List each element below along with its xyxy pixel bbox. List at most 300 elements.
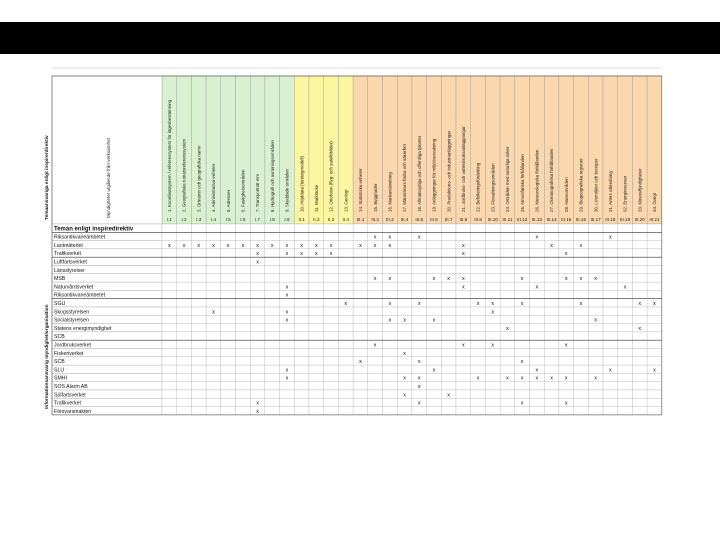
grid-cell bbox=[559, 307, 574, 315]
grid-cell bbox=[574, 340, 589, 348]
mark-x: x bbox=[476, 375, 480, 382]
grid-cell bbox=[530, 382, 545, 390]
mark-x: x bbox=[197, 242, 201, 249]
grid-cell bbox=[574, 290, 589, 298]
grid-cell bbox=[441, 332, 456, 340]
mark-x: x bbox=[564, 375, 568, 382]
mark-x: x bbox=[388, 317, 392, 324]
column-code: II.2 bbox=[313, 217, 320, 222]
mark-x: x bbox=[432, 317, 436, 324]
mark-x: x bbox=[270, 242, 274, 249]
grid-cell bbox=[618, 357, 633, 365]
grid-cell bbox=[265, 232, 280, 240]
grid-cell bbox=[221, 407, 236, 415]
grid-cell bbox=[632, 357, 647, 365]
grid-cell bbox=[162, 266, 177, 274]
grid-cell bbox=[177, 257, 192, 265]
grid-cell bbox=[236, 249, 251, 257]
grid-cell bbox=[338, 266, 353, 274]
mark-x: x bbox=[403, 350, 406, 357]
grid-cell bbox=[471, 357, 486, 365]
column-label: 33. Mineralfyndigheter bbox=[637, 168, 643, 212]
grid-cell bbox=[530, 299, 545, 307]
grid-cell bbox=[338, 382, 353, 390]
grid-cell bbox=[250, 382, 265, 390]
grid-cell bbox=[471, 340, 486, 348]
grid-cell bbox=[632, 382, 647, 390]
column-label: 17. Människors hälsa och säkerhet bbox=[402, 144, 408, 212]
grid-cell bbox=[338, 307, 353, 315]
row-label: Naturvårdsverket bbox=[54, 284, 94, 291]
grid-cell bbox=[500, 390, 515, 398]
grid-cell bbox=[647, 407, 662, 415]
grid-cell bbox=[544, 299, 559, 307]
grid-cell bbox=[191, 274, 206, 282]
grid-cell bbox=[559, 324, 574, 332]
grid-cell bbox=[191, 307, 206, 315]
column-label: 7. Transportnät mm bbox=[255, 173, 261, 212]
grid-cell bbox=[309, 373, 324, 381]
grid-cell bbox=[412, 390, 427, 398]
grid-cell bbox=[280, 324, 295, 332]
column-code: III.19 bbox=[619, 217, 631, 222]
mark-x: x bbox=[461, 251, 465, 258]
grid-cell bbox=[647, 398, 662, 406]
mark-x: x bbox=[491, 301, 495, 307]
grid-cell bbox=[162, 349, 177, 357]
grid-cell bbox=[647, 324, 662, 332]
grid-cell bbox=[544, 282, 559, 290]
grid-cell bbox=[485, 407, 500, 415]
grid-cell bbox=[471, 332, 486, 340]
row-label: Skogsstyrelsen bbox=[54, 309, 90, 316]
grid-cell bbox=[265, 398, 280, 406]
grid-cell bbox=[353, 324, 368, 332]
grid-cell bbox=[397, 282, 412, 290]
grid-cell bbox=[309, 257, 324, 265]
grid-cell bbox=[500, 349, 515, 357]
grid-cell bbox=[647, 257, 662, 265]
grid-cell bbox=[265, 274, 280, 282]
grid-cell bbox=[191, 349, 206, 357]
grid-cell bbox=[559, 241, 574, 249]
grid-cell bbox=[383, 282, 398, 290]
grid-cell bbox=[221, 373, 236, 381]
column-code: III.21 bbox=[649, 217, 660, 222]
grid-cell bbox=[456, 357, 471, 365]
grid-cell bbox=[383, 307, 398, 315]
grid-cell bbox=[603, 357, 618, 365]
grid-cell bbox=[265, 224, 280, 232]
grid-cell bbox=[162, 373, 177, 381]
row-header-title: Myndigheter utgående från verksamhet bbox=[106, 138, 111, 218]
grid-cell bbox=[471, 274, 486, 282]
grid-cell bbox=[324, 407, 339, 415]
grid-cell bbox=[162, 282, 177, 290]
grid-cell bbox=[294, 232, 309, 240]
grid-cell bbox=[397, 232, 412, 240]
column-code: III.6 bbox=[430, 217, 438, 222]
mark-x: x bbox=[241, 242, 245, 249]
column-label: 21. Jordbruks- och vattenbruksanläggningar bbox=[460, 126, 466, 212]
mark-x: x bbox=[212, 242, 215, 249]
column-label: 5. Adresser bbox=[225, 189, 231, 212]
grid-cell bbox=[250, 315, 265, 323]
grid-cell bbox=[500, 232, 515, 240]
grid-cell bbox=[471, 382, 486, 390]
grid-cell bbox=[603, 315, 618, 323]
grid-cell bbox=[383, 257, 398, 265]
grid-cell bbox=[412, 282, 427, 290]
row-label: Socialstyrelsen bbox=[54, 317, 89, 324]
grid-cell bbox=[559, 257, 574, 265]
grid-cell bbox=[221, 324, 236, 332]
grid-cell bbox=[515, 290, 530, 298]
row-label: SLU bbox=[54, 367, 65, 374]
mark-x: x bbox=[491, 342, 495, 349]
grid-cell bbox=[162, 290, 177, 298]
grid-cell bbox=[294, 290, 309, 298]
grid-cell bbox=[265, 266, 280, 274]
grid-cell bbox=[647, 349, 662, 357]
grid-cell bbox=[206, 282, 221, 290]
grid-cell bbox=[515, 307, 530, 315]
grid-cell bbox=[368, 249, 383, 257]
grid-cell bbox=[412, 407, 427, 415]
column-code: III.2 bbox=[371, 217, 379, 222]
column-label: 22. Befolkningsfördelning bbox=[475, 162, 481, 212]
grid-cell bbox=[632, 407, 647, 415]
grid-cell bbox=[353, 373, 368, 381]
mark-x: x bbox=[594, 317, 598, 324]
grid-cell bbox=[456, 307, 471, 315]
grid-cell bbox=[309, 340, 324, 348]
grid-cell bbox=[412, 274, 427, 282]
grid-cell bbox=[618, 390, 633, 398]
grid-cell bbox=[559, 266, 574, 274]
grid-cell bbox=[427, 390, 442, 398]
mark-x: x bbox=[373, 276, 377, 283]
mark-x: x bbox=[403, 317, 406, 324]
grid-cell bbox=[500, 307, 515, 315]
mark-x: x bbox=[417, 359, 421, 366]
grid-cell bbox=[250, 224, 265, 232]
grid-cell bbox=[456, 390, 471, 398]
grid-cell bbox=[280, 224, 295, 232]
grid-cell bbox=[485, 224, 500, 232]
grid-cell bbox=[383, 365, 398, 373]
grid-cell bbox=[559, 232, 574, 240]
row-name-cell bbox=[52, 274, 162, 282]
mark-x: x bbox=[285, 367, 289, 374]
grid-cell bbox=[324, 382, 339, 390]
column-code: III.14 bbox=[546, 217, 557, 222]
grid-cell bbox=[236, 232, 251, 240]
grid-cell bbox=[588, 382, 603, 390]
mark-x: x bbox=[417, 301, 421, 307]
grid-cell bbox=[647, 357, 662, 365]
grid-cell bbox=[530, 290, 545, 298]
grid-cell bbox=[544, 390, 559, 398]
mark-x: x bbox=[564, 276, 568, 283]
grid-cell bbox=[177, 365, 192, 373]
grid-cell bbox=[368, 282, 383, 290]
grid-cell bbox=[294, 398, 309, 406]
grid-cell bbox=[441, 224, 456, 232]
grid-cell bbox=[559, 407, 574, 415]
grid-cell bbox=[177, 407, 192, 415]
grid-cell bbox=[309, 315, 324, 323]
grid-cell bbox=[485, 266, 500, 274]
mark-x: x bbox=[256, 259, 259, 266]
grid-cell bbox=[397, 266, 412, 274]
mark-x: x bbox=[461, 242, 465, 249]
grid-cell bbox=[250, 266, 265, 274]
grid-cell bbox=[471, 390, 486, 398]
grid-cell bbox=[427, 340, 442, 348]
grid-cell bbox=[294, 357, 309, 365]
grid-cell bbox=[412, 324, 427, 332]
grid-cell bbox=[412, 249, 427, 257]
grid-cell bbox=[574, 373, 589, 381]
grid-cell bbox=[500, 249, 515, 257]
column-code: III.4 bbox=[400, 217, 409, 222]
grid-cell bbox=[236, 382, 251, 390]
grid-cell bbox=[632, 349, 647, 357]
row-label: SCB bbox=[54, 334, 65, 341]
grid-cell bbox=[250, 274, 265, 282]
grid-cell bbox=[383, 373, 398, 381]
grid-cell bbox=[324, 357, 339, 365]
grid-cell bbox=[162, 249, 177, 257]
column-code: III.10 bbox=[487, 217, 498, 222]
grid-cell bbox=[309, 282, 324, 290]
grid-cell bbox=[397, 332, 412, 340]
grid-cell bbox=[250, 349, 265, 357]
grid-cell bbox=[265, 307, 280, 315]
grid-cell bbox=[471, 365, 486, 373]
grid-cell bbox=[294, 332, 309, 340]
row-label: Riksantikvarieämbetet bbox=[54, 292, 106, 299]
column-label: 23. Förvaltningsområden bbox=[490, 163, 496, 212]
grid-cell bbox=[515, 315, 530, 323]
grid-cell bbox=[162, 332, 177, 340]
grid-cell bbox=[206, 407, 221, 415]
grid-cell bbox=[324, 315, 339, 323]
grid-cell bbox=[177, 249, 192, 257]
grid-cell bbox=[618, 373, 633, 381]
grid-cell bbox=[206, 274, 221, 282]
grid-cell bbox=[588, 307, 603, 315]
grid-cell bbox=[427, 241, 442, 249]
grid-cell bbox=[603, 349, 618, 357]
grid-cell bbox=[324, 340, 339, 348]
grid-cell bbox=[530, 332, 545, 340]
grid-cell bbox=[177, 315, 192, 323]
grid-cell bbox=[559, 349, 574, 357]
grid-cell bbox=[441, 266, 456, 274]
grid-cell bbox=[427, 257, 442, 265]
column-code: III.8 bbox=[459, 217, 468, 222]
grid-cell bbox=[353, 307, 368, 315]
grid-cell bbox=[338, 224, 353, 232]
mark-x: x bbox=[359, 242, 362, 249]
mark-x: x bbox=[373, 242, 377, 249]
mark-x: x bbox=[417, 384, 421, 390]
grid-cell bbox=[647, 224, 662, 232]
grid-cell bbox=[338, 282, 353, 290]
grid-cell bbox=[485, 324, 500, 332]
grid-cell bbox=[441, 357, 456, 365]
mark-x: x bbox=[535, 375, 539, 382]
row-label: SOS Alarm AB bbox=[54, 384, 88, 390]
grid-cell bbox=[324, 398, 339, 406]
grid-cell bbox=[456, 266, 471, 274]
grid-cell bbox=[368, 407, 383, 415]
grid-cell bbox=[618, 349, 633, 357]
grid-cell bbox=[618, 266, 633, 274]
grid-cell bbox=[603, 266, 618, 274]
column-label: 16. Markanvändning bbox=[387, 172, 393, 212]
grid-cell bbox=[368, 357, 383, 365]
grid-cell bbox=[265, 365, 280, 373]
grid-cell bbox=[544, 274, 559, 282]
grid-cell bbox=[530, 390, 545, 398]
grid-cell bbox=[294, 274, 309, 282]
grid-cell bbox=[618, 407, 633, 415]
grid-cell bbox=[397, 257, 412, 265]
grid-cell bbox=[500, 274, 515, 282]
column-label: 9. Skyddade områden bbox=[284, 169, 290, 212]
grid-cell bbox=[221, 340, 236, 348]
grid-cell bbox=[309, 357, 324, 365]
grid-cell bbox=[632, 282, 647, 290]
grid-cell bbox=[574, 257, 589, 265]
grid-cell bbox=[280, 398, 295, 406]
mark-x: x bbox=[182, 242, 186, 249]
grid-cell bbox=[588, 357, 603, 365]
grid-cell bbox=[309, 266, 324, 274]
grid-cell bbox=[309, 274, 324, 282]
mark-x: x bbox=[359, 359, 362, 366]
grid-cell bbox=[294, 224, 309, 232]
grid-cell bbox=[618, 340, 633, 348]
grid-cell bbox=[280, 299, 295, 307]
grid-cell bbox=[191, 390, 206, 398]
mark-x: x bbox=[212, 309, 215, 316]
grid-cell bbox=[441, 282, 456, 290]
grid-cell bbox=[353, 257, 368, 265]
column-code: I.9 bbox=[284, 217, 290, 222]
grid-cell bbox=[530, 357, 545, 365]
grid-cell bbox=[353, 232, 368, 240]
grid-cell bbox=[647, 373, 662, 381]
grid-cell bbox=[574, 382, 589, 390]
grid-cell bbox=[236, 390, 251, 398]
grid-cell bbox=[559, 382, 574, 390]
grid-cell bbox=[162, 357, 177, 365]
grid-cell bbox=[471, 282, 486, 290]
grid-cell bbox=[500, 282, 515, 290]
column-label: 12. Ortofoton (flyg- och satellitbilder) bbox=[328, 141, 334, 212]
column-label: 15. Byggnader bbox=[372, 183, 378, 212]
grid-cell bbox=[368, 398, 383, 406]
grid-cell bbox=[618, 290, 633, 298]
column-label: 25. Atmosfäriska förhållanden bbox=[519, 154, 525, 212]
grid-cell bbox=[441, 407, 456, 415]
mark-x: x bbox=[403, 392, 406, 399]
grid-cell bbox=[427, 307, 442, 315]
grid-cell bbox=[485, 357, 500, 365]
grid-cell bbox=[397, 365, 412, 373]
grid-cell bbox=[485, 332, 500, 340]
grid-cell bbox=[177, 340, 192, 348]
grid-cell bbox=[324, 373, 339, 381]
grid-cell bbox=[412, 257, 427, 265]
grid-cell bbox=[383, 357, 398, 365]
grid-cell bbox=[338, 257, 353, 265]
grid-cell bbox=[632, 257, 647, 265]
grid-cell bbox=[397, 274, 412, 282]
column-label: 26. Meteorologiska förhållanden bbox=[534, 149, 540, 212]
column-label: 13. Geologi bbox=[343, 189, 349, 212]
grid-cell bbox=[309, 307, 324, 315]
grid-cell bbox=[603, 241, 618, 249]
grid-cell bbox=[530, 307, 545, 315]
grid-cell bbox=[191, 382, 206, 390]
mark-x: x bbox=[314, 242, 318, 249]
grid-cell bbox=[647, 274, 662, 282]
grid-cell bbox=[559, 290, 574, 298]
grid-cell bbox=[236, 332, 251, 340]
grid-cell bbox=[603, 382, 618, 390]
mark-x: x bbox=[314, 251, 318, 258]
grid-cell bbox=[412, 349, 427, 357]
grid-cell bbox=[412, 224, 427, 232]
grid-cell bbox=[441, 365, 456, 373]
grid-cell bbox=[588, 299, 603, 307]
grid-cell bbox=[485, 365, 500, 373]
grid-cell bbox=[294, 349, 309, 357]
grid-cell bbox=[338, 340, 353, 348]
grid-cell bbox=[500, 398, 515, 406]
grid-cell bbox=[397, 241, 412, 249]
grid-cell bbox=[456, 398, 471, 406]
grid-cell bbox=[324, 324, 339, 332]
column-label: 29. Biogeografiska regioner bbox=[578, 158, 584, 212]
grid-cell bbox=[603, 307, 618, 315]
grid-cell bbox=[530, 315, 545, 323]
grid-cell bbox=[500, 407, 515, 415]
grid-cell bbox=[485, 274, 500, 282]
grid-cell bbox=[250, 357, 265, 365]
column-code: III.3 bbox=[386, 217, 394, 222]
mark-x: x bbox=[594, 375, 598, 382]
grid-cell bbox=[397, 224, 412, 232]
grid-cell bbox=[250, 299, 265, 307]
grid-cell bbox=[500, 382, 515, 390]
grid-cell bbox=[441, 340, 456, 348]
grid-cell bbox=[294, 282, 309, 290]
grid-cell bbox=[647, 249, 662, 257]
grid-cell bbox=[280, 340, 295, 348]
grid-cell bbox=[559, 365, 574, 373]
grid-cell bbox=[265, 249, 280, 257]
grid-cell bbox=[177, 274, 192, 282]
column-label: 19. Anläggningar för miljöövervakning bbox=[431, 138, 437, 212]
grid-cell bbox=[177, 332, 192, 340]
grid-cell bbox=[324, 266, 339, 274]
